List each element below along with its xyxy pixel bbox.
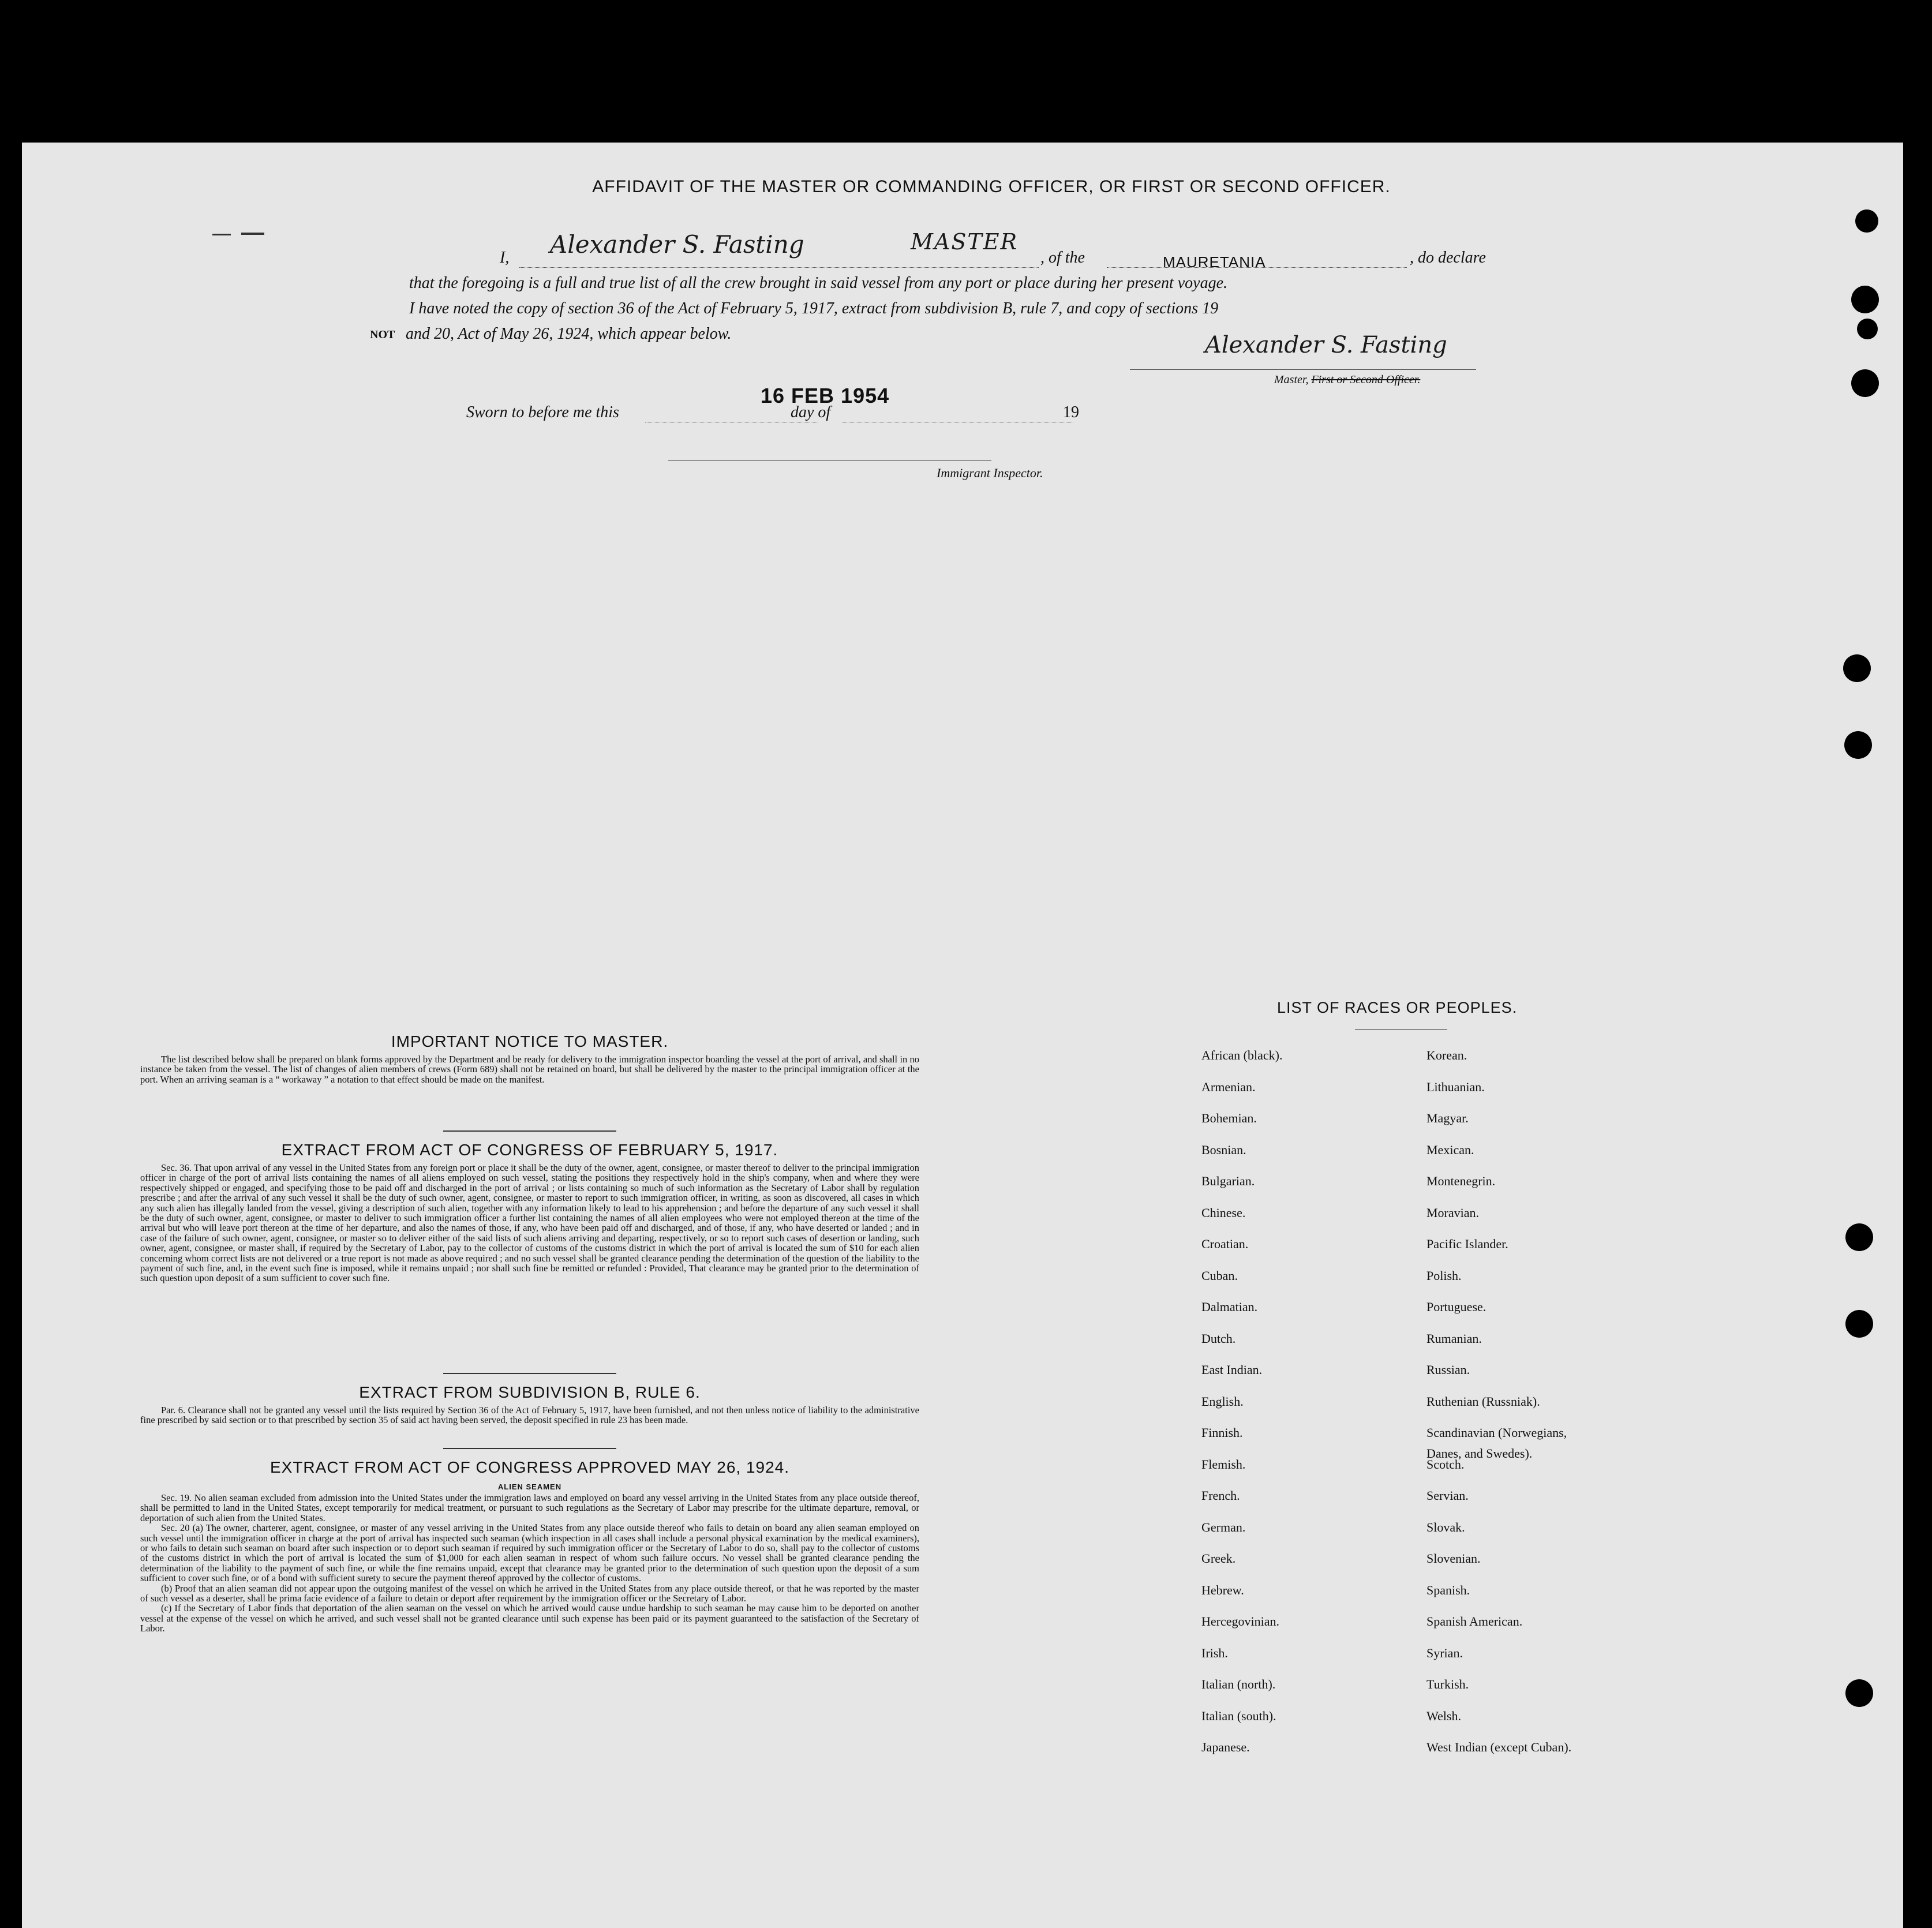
name-fill-line (519, 267, 1039, 268)
sec20c-paragraph: (c) If the Secretary of Labor finds that deportation of the alien seaman on the vessel on which he arrived would cause undue hardship to such seaman he may cause him to be deported on another vessel at the expense of the vessel on which he arrived, and such vessel shall not be granted clearance until such expense has been paid or its payment guaranteed to the satisfaction of the Secretary of Labor. (140, 1603, 919, 1634)
punch-hole (1845, 1223, 1873, 1251)
affidavit-line-4: and 20, Act of May 26, 1924, which appear below. (406, 325, 732, 343)
race-item: African (black). (1201, 1048, 1283, 1062)
punch-hole (1845, 1310, 1873, 1338)
race-item: Finnish. (1201, 1425, 1243, 1440)
punch-hole (1844, 731, 1872, 759)
races-divider (1355, 1029, 1447, 1030)
race-continuation: Danes, and Swedes). (1426, 1446, 1533, 1461)
notice-body (140, 1054, 919, 1084)
race-item: Croatian. (1201, 1237, 1249, 1251)
race-item: East Indian. (1201, 1362, 1263, 1377)
caption-master: Master, (1274, 373, 1309, 386)
race-item: Irish. (1201, 1646, 1228, 1660)
race-item: Magyar. (1426, 1111, 1469, 1125)
race-item: Montenegrin. (1426, 1174, 1496, 1188)
race-item: Italian (south). (1201, 1709, 1276, 1723)
punch-hole (1855, 209, 1878, 233)
race-item: English. (1201, 1394, 1244, 1409)
race-item: Servian. (1426, 1488, 1469, 1503)
race-item: Armenian. (1201, 1080, 1256, 1094)
race-item: Bulgarian. (1201, 1174, 1255, 1188)
race-item: Spanish American. (1426, 1614, 1523, 1628)
race-item: Pacific Islander. (1426, 1237, 1508, 1251)
signature-line (1130, 369, 1476, 370)
sec19-paragraph: Sec. 19. No alien seaman excluded from admission into the United States under the immigration laws and employed on board any vessel arriving in the United States from any place outside thereof, shall be permitted to land in the United States, except temporarily for medical treatment, or pursuant to such regulations as the Secretary of Labor may prescribe for the ultimate departure, removal, or deportation of such alien from the United States. (140, 1492, 919, 1523)
of-the-label: , of the (1040, 249, 1085, 267)
notice-paragraph: The list described below shall be prepared on blank forms approved by the Department and be ready for delivery to the immigration inspector boarding the vessel at the port of arrival, and shall in no instance be taken from the vessel. The list of changes of alien members of crews (Form 689) shall not be retained on board, but shall be delivered by the master to the principal immigration officer at the port. When an arriving seaman is a “ workaway ” a notation to that effect should be made on the manifest. (140, 1054, 919, 1085)
punch-hole (1851, 286, 1879, 313)
race-item: Turkish. (1426, 1677, 1469, 1691)
punch-hole (1851, 369, 1879, 397)
race-item: Welsh. (1426, 1709, 1461, 1723)
do-declare-label: , do declare (1410, 249, 1486, 267)
punch-hole (1843, 654, 1871, 682)
race-item: Spanish. (1426, 1583, 1470, 1597)
subdivision-b-title: EXTRACT FROM SUBDIVISION B, RULE 6. (359, 1383, 701, 1401)
race-item: Slovenian. (1426, 1551, 1481, 1566)
subdivision-b-body (140, 1405, 919, 1425)
divider (443, 1448, 616, 1449)
race-item: German. (1201, 1520, 1246, 1534)
sec20a-paragraph: Sec. 20 (a) The owner, charterer, agent, consignee, or master of any vessel arriving in the United States from any place outside thereof who fails to detain on board any alien seaman employed on such vessel until the immigration officer in charge at the port of arrival has inspected such seaman (which inspection in all cases shall include a personal physical examination by the medical examiners), or who fails to detain such seaman on board after such inspection or to deport such seaman if required by such immigration officer or the Secretary of Labor to do so, shall pay to the collector of customs of the customs district in which the port of arrival is located the sum of $1,000 for each alien seaman in respect of whom such failure occurs. No vessel shall be granted clearance pending the determination of the liability to the payment of such fine, or while the fine remains unpaid, except that clearance may be granted prior to the determination of such question upon the deposit of a sum sufficient to cover such fine, or of a bond with sufficient surety to secure the payment thereof approved by the collector of customs. (140, 1522, 919, 1584)
extract-1924-title: EXTRACT FROM ACT OF CONGRESS APPROVED MAY 26, 1924. (269, 1458, 790, 1476)
race-item: Scandinavian (Norwegians, (1426, 1425, 1567, 1440)
race-item: Polish. (1426, 1268, 1462, 1283)
punch-hole (1857, 319, 1878, 339)
race-item: Portuguese. (1426, 1300, 1487, 1314)
vessel-name: MAURETANIA (1163, 253, 1266, 271)
race-item: Mexican. (1426, 1143, 1474, 1157)
date-stamp: 16 FEB 1954 (761, 384, 890, 407)
handwritten-rank: MASTER (911, 229, 1019, 254)
race-item: Hebrew. (1201, 1583, 1244, 1597)
sec20b-paragraph: (b) Proof that an alien seaman did not appear upon the outgoing manifest of the vessel on which he arrived in the United States from any place outside thereof, or that he was reported by the master of such vessel as a deserter, shall be prima facie evidence of a failure to detain or deport after requirement by the immigration officer or the Secretary of Labor. (140, 1582, 919, 1604)
year-prefix: 19 (1063, 403, 1079, 421)
stray-mark (241, 233, 264, 235)
race-item: Korean. (1426, 1048, 1467, 1062)
inspector-fill-line (668, 460, 991, 461)
extract-1917-body (140, 1163, 919, 1283)
signature-caption (1274, 373, 1420, 387)
race-item: Bosnian. (1201, 1143, 1246, 1157)
inspector-label: Immigrant Inspector. (937, 466, 1043, 480)
not-prefix: NOT (370, 328, 395, 341)
race-item: Greek. (1201, 1551, 1236, 1566)
caption-struck: First or Second Officer. (1311, 373, 1421, 386)
race-item: Chinese. (1201, 1206, 1246, 1220)
race-item: Dalmatian. (1201, 1300, 1258, 1314)
document-page (22, 143, 1903, 1928)
divider (443, 1130, 616, 1132)
sec36-paragraph: Sec. 36. That upon arrival of any vessel in the United States from any foreign port or place it shall be the duty of the owner, agent, consignee, or master thereof to deliver to the principal immigration officer in charge of the port of arrival lists containing the names of all aliens employed on such vessel, stating the positions they respectively hold in the ship's company, when and where they were respectively shipped or engaged, and specifying those to be paid off and discharged in the port of arrival ; or lists containing so much of such information as the Secretary of Labor shall by regulation prescribe ; and after the arrival of any such vessel it shall be the duty of such owner, agent, consignee, or master to report to such immigration officer, in writing, as soon as discovered, all cases in which any such alien has illegally landed from the vessel, giving a description of such alien, together with any information likely to lead to his apprehension ; and before the departure of any such vessel it shall be the duty of such owner, agent, consignee, or master to deliver to such immigration officer a further list containing the names of all alien employees who were not employed thereon at the time of the arrival but who will leave port thereon at the time of her departure, and also the names of those, if any, who have been paid off and discharged, and of those, if any, who have deserted or landed ; and in case of the failure of such owner, agent, consignee, or master so to deliver either of the said lists of such aliens arriving and departing, respectively, or so to report such cases of desertion or landing, such owner, agent, consignee, or master shall, if required by the Secretary of Labor, pay to the collector of customs of the customs district in which the port of arrival is located the sum of $10 for each alien concerning whom correct lists are not delivered or a true report is not made as above required ; and no such vessel shall be granted clearance pending the determination of the question of the liability to the payment of such fine, and, in the event such fine is imposed, while it remains unpaid ; nor shall such fine be remitted or refunded : Provided, That clearance may be granted prior to the determination of such question upon deposit of a sum sufficient to cover such fine. (140, 1162, 919, 1284)
notice-title: IMPORTANT NOTICE TO MASTER. (391, 1032, 669, 1050)
race-item: Hercegovinian. (1201, 1614, 1279, 1628)
race-item: West Indian (except Cuban). (1426, 1740, 1572, 1754)
race-item: Cuban. (1201, 1268, 1238, 1283)
race-item: Rumanian. (1426, 1331, 1482, 1346)
race-item: Italian (north). (1201, 1677, 1276, 1691)
affidavit-line-2: that the foregoing is a full and true list of all the crew brought in said vessel from any port or place during her present voyage. (409, 274, 1228, 292)
race-item: Lithuanian. (1426, 1080, 1485, 1094)
par6-paragraph: Par. 6. Clearance shall not be granted any vessel until the lists required by Section 36 of the Act of February 5, 1917, have been furnished, and not then unless notice of liability to the administrative fine prescribed by said section or to that prescribed by section 35 of said act having been served, the deposit specified in rule 23 has been made. (140, 1405, 919, 1426)
race-item: Ruthenian (Russniak). (1426, 1394, 1540, 1409)
alien-seamen-subtitle: ALIEN SEAMEN (497, 1482, 562, 1491)
day-of-label: day of (791, 403, 831, 421)
race-item: Dutch. (1201, 1331, 1236, 1346)
race-item: Syrian. (1426, 1646, 1463, 1660)
i-label: I, (500, 249, 510, 267)
master-signature-second: Alexander S. Fasting (1205, 332, 1447, 358)
divider (443, 1373, 616, 1374)
extract-1917-title: EXTRACT FROM ACT OF CONGRESS OF FEBRUARY 5, 1917. (281, 1141, 778, 1159)
sworn-label: Sworn to before me this (466, 403, 619, 421)
stray-mark (212, 234, 231, 235)
master-signature: Alexander S. Fasting (550, 230, 804, 259)
race-item: Flemish. (1201, 1457, 1246, 1472)
race-item: Scotch. (1426, 1457, 1465, 1472)
extract-1924-body (140, 1493, 919, 1634)
race-item: Russian. (1426, 1362, 1470, 1377)
affidavit-line-3: I have noted the copy of section 36 of the Act of February 5, 1917, extract from subdivision B, rule 7, and copy of sections 19 (409, 300, 1219, 317)
punch-hole (1845, 1679, 1873, 1707)
race-item: Slovak. (1426, 1520, 1465, 1534)
race-item: French. (1201, 1488, 1240, 1503)
race-item: Moravian. (1426, 1206, 1480, 1220)
races-title: LIST OF RACES OR PEOPLES. (1277, 999, 1518, 1016)
affidavit-title: AFFIDAVIT OF THE MASTER OR COMMANDING OFFICER, OR FIRST OR SECOND OFFICER. (592, 177, 1391, 196)
race-item: Japanese. (1201, 1740, 1250, 1754)
race-item: Bohemian. (1201, 1111, 1257, 1125)
